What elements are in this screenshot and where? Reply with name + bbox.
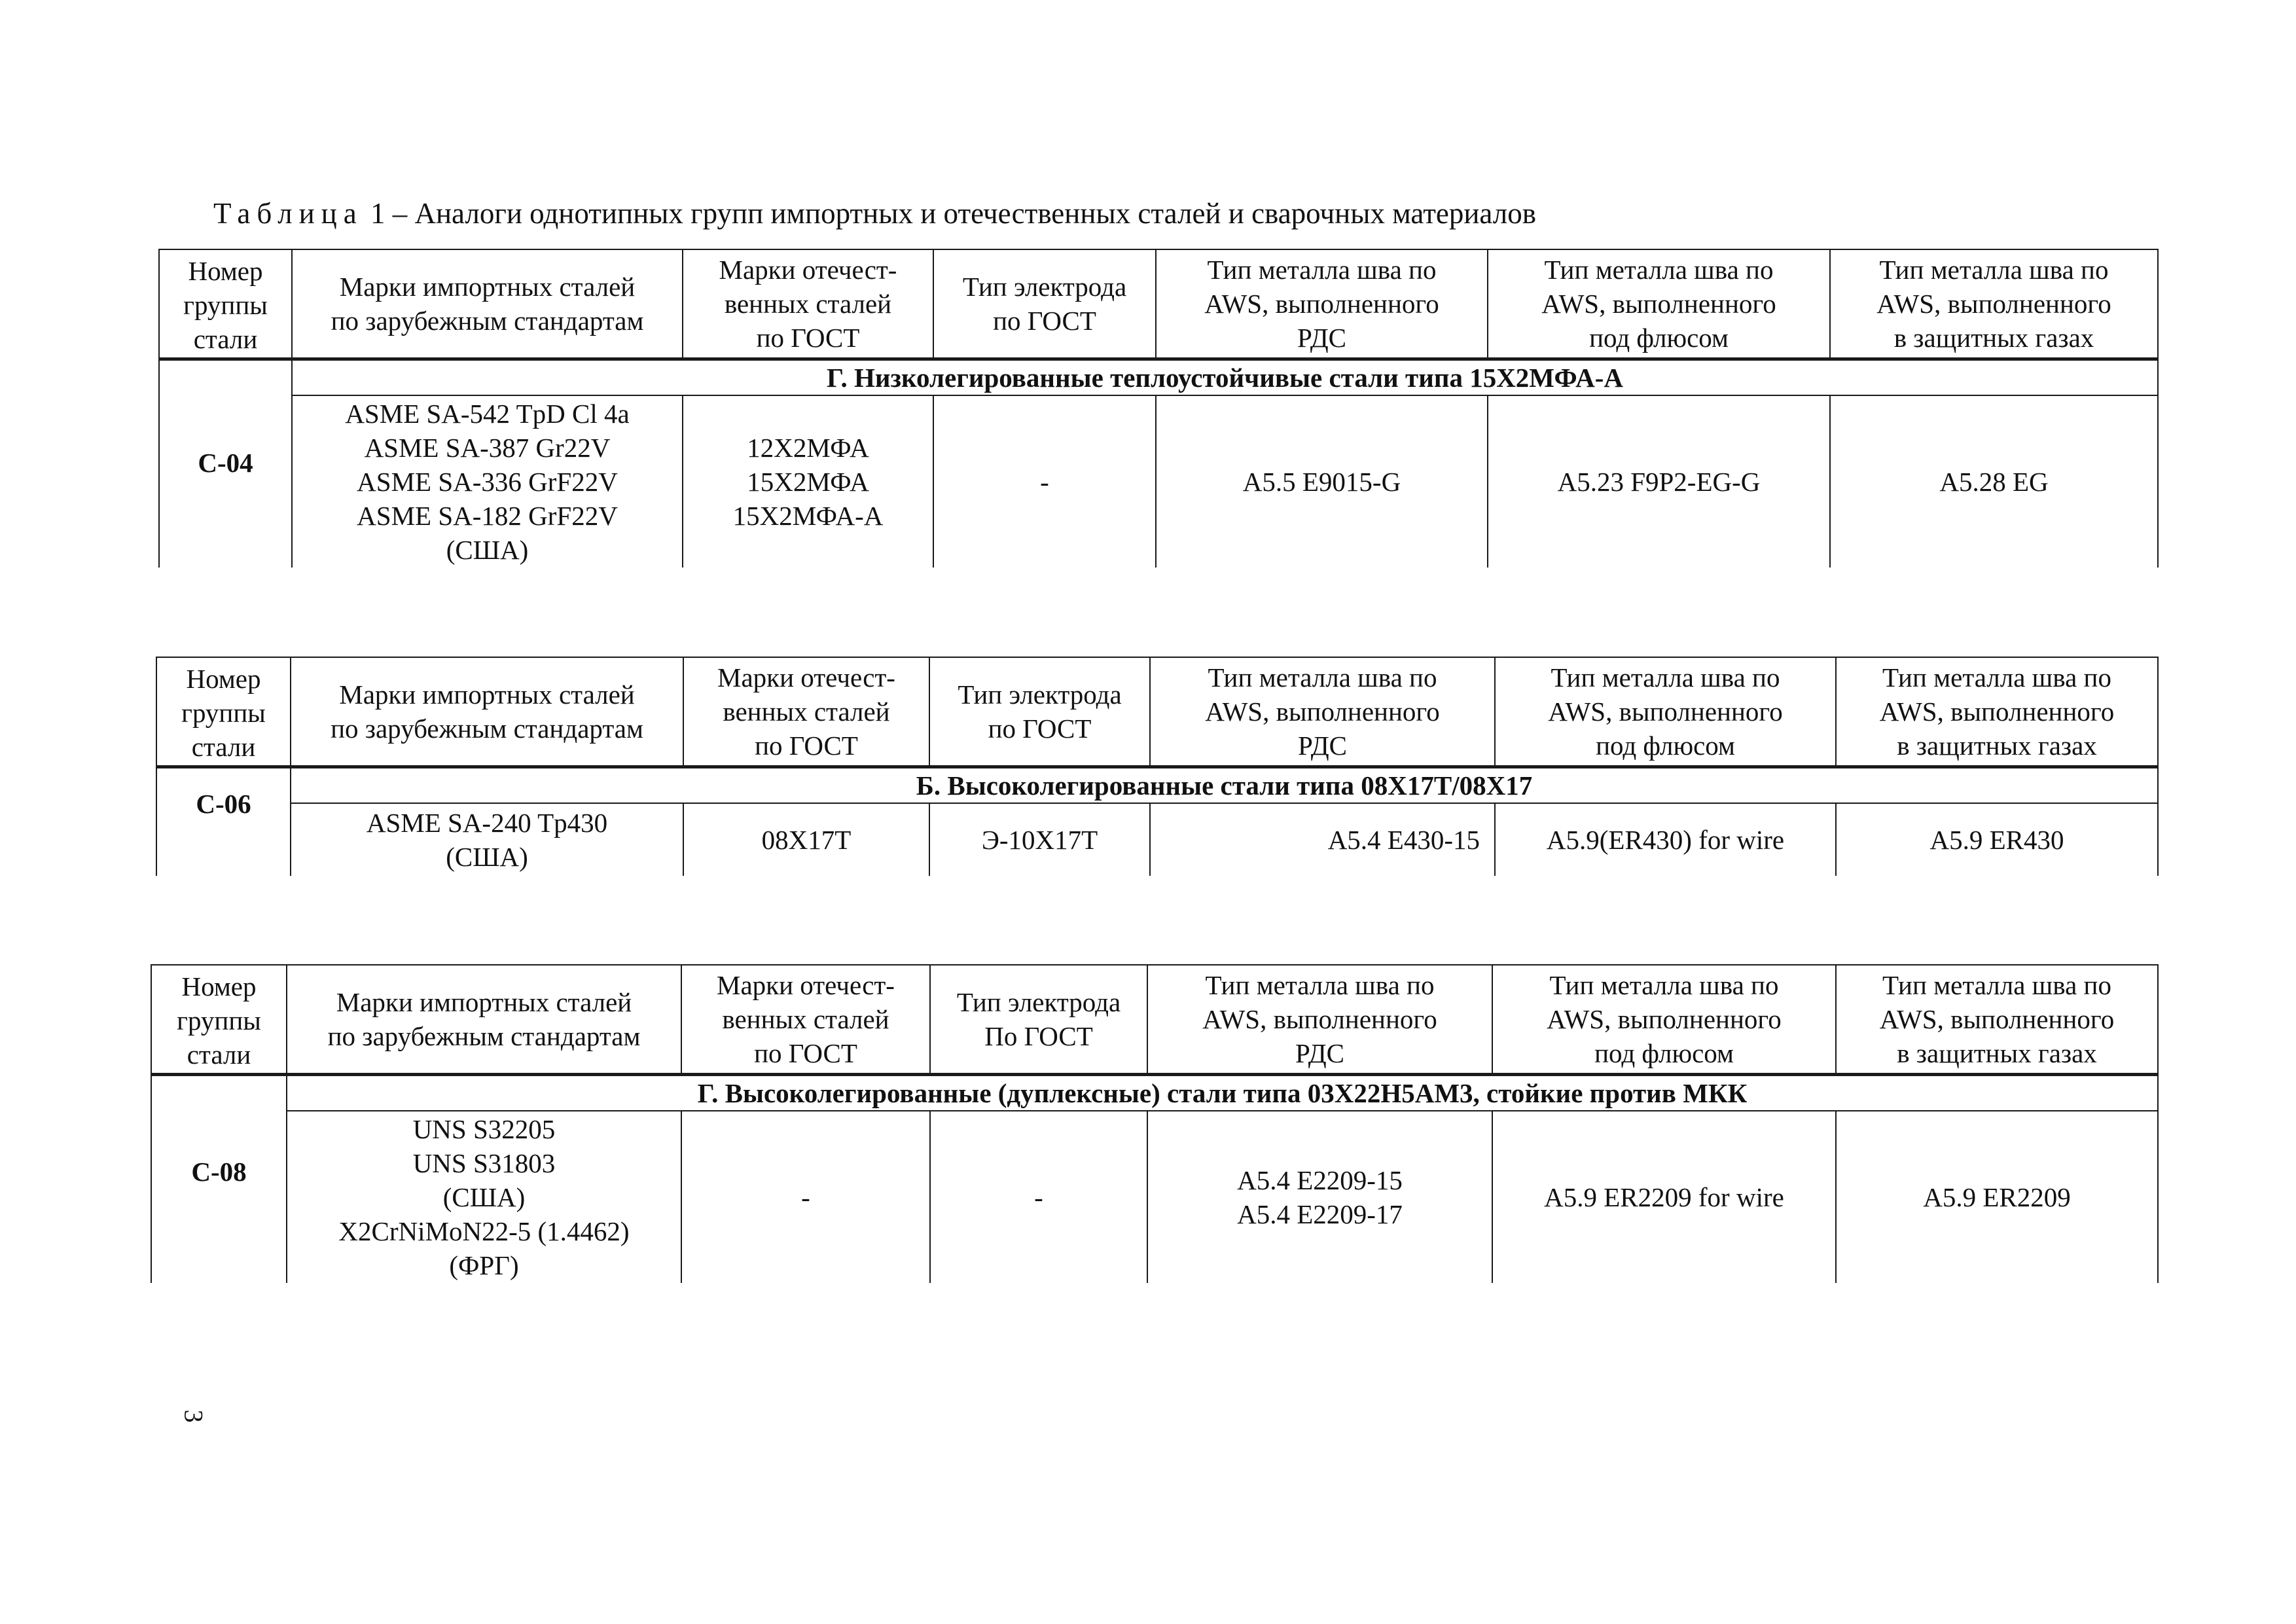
hdr-import-grades: Марки импортных сталей по зарубежным стандартам <box>291 657 683 767</box>
hdr-domestic-grades: Марки отечест- венных сталей по ГОСТ <box>683 657 929 767</box>
steel-table-c06 <box>156 657 2159 876</box>
hdr-group-no: Номер группы стали <box>159 249 292 359</box>
steel-table-c08 <box>151 964 2159 1283</box>
hdr-electrode-type: Тип электрода По ГОСТ <box>930 965 1147 1075</box>
hdr-import-grades: Марки импортных сталей по зарубежным стандартам <box>292 249 683 359</box>
import-grades-cell: ASME SA-542 TpD Cl 4a ASME SA-387 Gr22V ASME SA-336 GrF22V ASME SA-182 GrF22V (США) <box>292 395 683 568</box>
hdr-weld-saw: Тип металла шва по AWS, выполненного под флюсом <box>1495 657 1836 767</box>
hdr-weld-gas: Тип металла шва по AWS, выполненного в защитных газах <box>1836 657 2158 767</box>
group-number: С-04 <box>159 359 292 568</box>
electrode-cell: - <box>930 1111 1147 1283</box>
hdr-weld-gas: Тип металла шва по AWS, выполненного в защитных газах <box>1830 249 2158 359</box>
weld-saw-cell: A5.23 F9P2-EG-G <box>1488 395 1830 568</box>
steel-table-c04 <box>158 249 2159 568</box>
hdr-electrode-type: Тип электрода по ГОСТ <box>929 657 1150 767</box>
caption-text: 1 – Аналоги однотипных групп импортных и отечественных сталей и сварочных материалов <box>370 197 1536 230</box>
hdr-weld-smaw: Тип металла шва по AWS, выполненного РДС <box>1150 657 1495 767</box>
electrode-cell: Э-10Х17Т <box>929 803 1150 876</box>
header-row <box>151 965 2158 1075</box>
section-title: Б. Высоколегированные стали типа 08Х17Т/08Х17 <box>291 767 2158 804</box>
import-grades-cell: ASME SA-240 Tp430 (США) <box>291 803 683 876</box>
page-number: 3 <box>179 1409 209 1423</box>
weld-smaw-cell: A5.4 E2209-15 A5.4 E2209-17 <box>1147 1111 1492 1283</box>
hdr-weld-smaw: Тип металла шва по AWS, выполненного РДС <box>1156 249 1488 359</box>
hdr-weld-saw: Тип металла шва по AWS, выполненного под флюсом <box>1488 249 1830 359</box>
domestic-grades-cell: - <box>681 1111 930 1283</box>
table-row <box>159 395 2158 568</box>
section-title: Г. Высоколегированные (дуплексные) стали типа 03Х22Н5АМ3, стойкие против МКК <box>287 1075 2158 1111</box>
import-grades-cell: UNS S32205 UNS S31803 (США) X2CrNiMoN22-5 (1.4462) (ФРГ) <box>287 1111 681 1283</box>
hdr-group-no: Номер группы стали <box>151 965 287 1075</box>
group-number: С-08 <box>151 1075 287 1284</box>
group-number: С-06 <box>156 767 291 876</box>
hdr-weld-smaw: Тип металла шва по AWS, выполненного РДС <box>1147 965 1492 1075</box>
header-row <box>159 249 2158 359</box>
weld-saw-cell: A5.9(ER430) for wire <box>1495 803 1836 876</box>
weld-smaw-cell: A5.4 E430-15 <box>1150 803 1495 876</box>
hdr-weld-saw: Тип металла шва по AWS, выполненного под флюсом <box>1492 965 1836 1075</box>
weld-saw-cell: A5.9 ER2209 for wire <box>1492 1111 1836 1283</box>
domestic-grades-cell: 12Х2МФА 15Х2МФА 15Х2МФА-А <box>683 395 933 568</box>
hdr-domestic-grades: Марки отечест- венных сталей по ГОСТ <box>681 965 930 1075</box>
section-title: Г. Низколегированные теплоустойчивые стали типа 15Х2МФА-А <box>292 359 2158 396</box>
hdr-electrode-type: Тип электрода по ГОСТ <box>933 249 1156 359</box>
weld-gas-cell: A5.28 EG <box>1830 395 2158 568</box>
caption-label: Таблица <box>213 197 363 230</box>
hdr-import-grades: Марки импортных сталей по зарубежным стандартам <box>287 965 681 1075</box>
electrode-cell: - <box>933 395 1156 568</box>
hdr-group-no: Номер группы стали <box>156 657 291 767</box>
weld-gas-cell: A5.9 ER2209 <box>1836 1111 2158 1283</box>
hdr-domestic-grades: Марки отечест- венных сталей по ГОСТ <box>683 249 933 359</box>
hdr-weld-gas: Тип металла шва по AWS, выполненного в защитных газах <box>1836 965 2158 1075</box>
table-caption <box>213 194 1536 233</box>
header-row <box>156 657 2158 767</box>
weld-gas-cell: A5.9 ER430 <box>1836 803 2158 876</box>
domestic-grades-cell: 08Х17Т <box>683 803 929 876</box>
table-row <box>151 1111 2158 1283</box>
table-row <box>156 803 2158 876</box>
weld-smaw-cell: A5.5 E9015-G <box>1156 395 1488 568</box>
